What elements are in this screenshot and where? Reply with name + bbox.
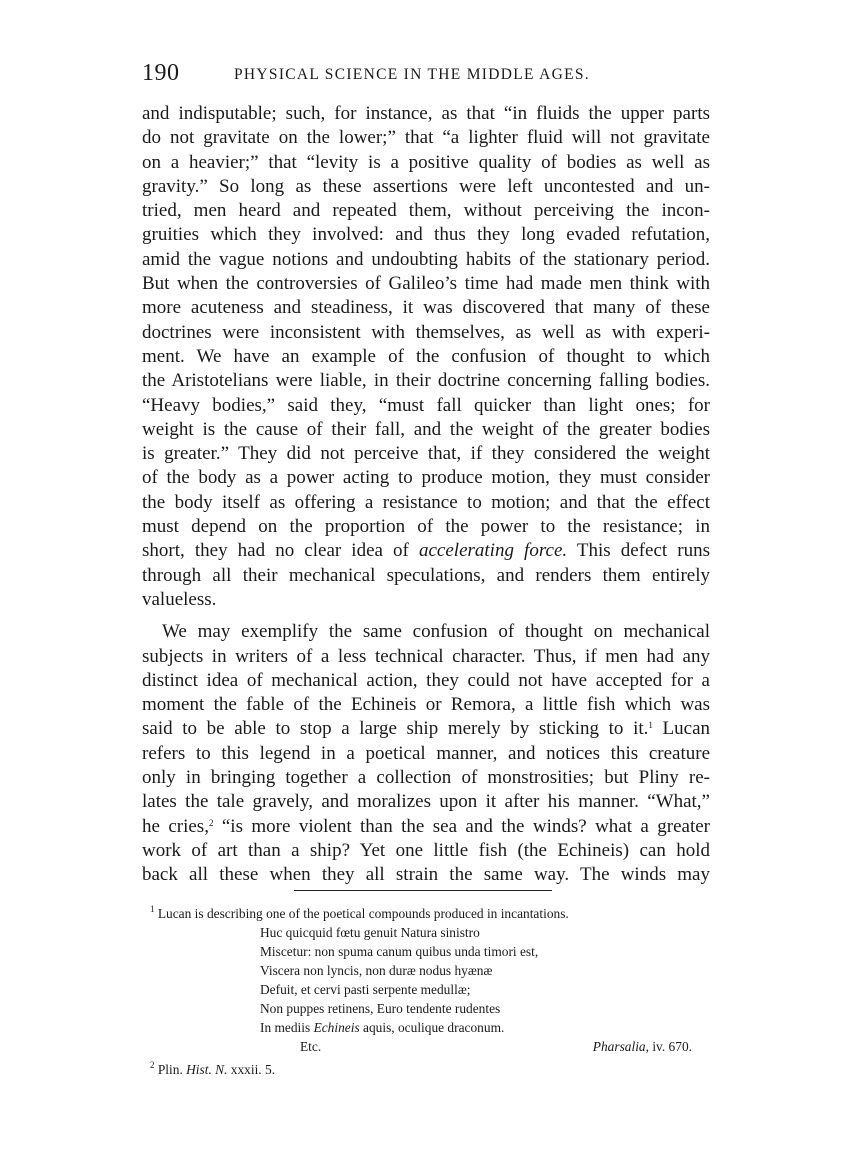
paragraph-2 bbox=[142, 620, 710, 887]
text-segment: said to be able to stop a large ship merely by sticking to it. bbox=[142, 718, 649, 740]
footnote-divider bbox=[294, 890, 552, 891]
citation bbox=[593, 1037, 692, 1056]
text-line-with-italic bbox=[142, 539, 710, 563]
text-line: We may exemplify the same confusion of thought on mechanical bbox=[162, 621, 710, 643]
verse-line: Viscera non lyncis, non duræ nodus hyænæ bbox=[260, 963, 493, 978]
text-segment: xxxii. 5. bbox=[227, 1062, 276, 1077]
text-line: tried, men heard and repeated them, without perceiving the incon- bbox=[142, 200, 710, 222]
text-segment: aquis, oculique draconum. bbox=[359, 1020, 505, 1035]
text-line: back all these when they all strain the same way. The winds may bbox=[142, 864, 710, 886]
footnote-1-text: Lucan is describing one of the poetical compounds produced in incantations. bbox=[157, 906, 569, 921]
verse-line: Huc quicquid fœtu genuit Natura sinistro bbox=[260, 925, 480, 940]
text-line: refers to this legend in a poetical manner, and notices this creature bbox=[142, 742, 710, 764]
verse-etc: Etc. bbox=[300, 1039, 322, 1054]
text-line: gruities which they involved: and thus they long evaded refutation, bbox=[142, 224, 710, 246]
text-line: valueless. bbox=[142, 588, 217, 610]
text-line: must depend on the proportion of the power to the resistance; in bbox=[142, 516, 710, 538]
text-line: gravity.” So long as these assertions were left uncontested and un- bbox=[142, 175, 710, 197]
citation-title: Pharsalia bbox=[592, 1039, 646, 1054]
text-line: subjects in writers of a less technical character. Thus, if men had any bbox=[142, 645, 710, 667]
page-header bbox=[142, 60, 712, 90]
text-segment: “is more violent than the sea and the winds? what a greater bbox=[213, 815, 710, 837]
italic-term: Echineis bbox=[313, 1020, 360, 1035]
text-line: of the body as a power acting to produce motion, they must consider bbox=[142, 467, 710, 489]
text-line: “Heavy bodies,” said they, “must fall quicker than light ones; for bbox=[142, 394, 710, 416]
text-line: the Aristotelians were liable, in their doctrine concerning falling bodies. bbox=[142, 370, 710, 392]
citation-ref: , iv. 670. bbox=[645, 1039, 692, 1054]
verse-citation-row bbox=[142, 1037, 710, 1056]
text-line: on a heavier;” that “levity is a positive quality of bodies as well as bbox=[142, 151, 710, 173]
text-segment: Lucan bbox=[652, 718, 710, 740]
text-line: work of art than a ship? Yet one little fish (the Echineis) can hold bbox=[142, 839, 710, 861]
text-line: doctrines were inconsistent with themselves, as well as with experi- bbox=[142, 321, 710, 343]
text-line: ment. We have an example of the confusion of thought to which bbox=[142, 345, 710, 367]
footnote-2 bbox=[142, 1060, 710, 1079]
footnotes bbox=[142, 904, 710, 1079]
body-text bbox=[142, 102, 710, 888]
text-line: only in bringing together a collection of monstrosities; but Pliny re- bbox=[142, 767, 710, 789]
text-line-with-footnote-ref bbox=[142, 717, 710, 741]
footnote-ref-2[interactable]: 2 bbox=[208, 817, 214, 828]
text-line: amid the vague notions and undoubting habits of the stationary period. bbox=[142, 248, 710, 270]
text-line: and indisputable; such, for instance, as that “in fluids the upper parts bbox=[142, 103, 710, 124]
paragraph-1 bbox=[142, 102, 710, 612]
text-line-with-footnote-ref bbox=[142, 815, 710, 839]
text-line: is greater.” They did not perceive that, if they considered the weight bbox=[142, 443, 710, 465]
text-segment: he cries, bbox=[142, 815, 209, 837]
footnote-ref-1[interactable]: 1 bbox=[648, 720, 653, 731]
text-segment: short, they had no clear idea of bbox=[142, 540, 419, 562]
text-line: distinct idea of mechanical action, they could not have accepted for a bbox=[142, 669, 710, 691]
running-head: PHYSICAL SCIENCE IN THE MIDDLE AGES. bbox=[234, 66, 590, 83]
verse-line: Non puppes retinens, Euro tendente rudentes bbox=[260, 1001, 501, 1016]
text-line: more acuteness and steadiness, it was discovered that many of these bbox=[142, 297, 710, 319]
footnote-1 bbox=[142, 904, 710, 923]
verse-quotation bbox=[142, 923, 710, 1037]
text-line: moment the fable of the Echineis or Remora, a little fish which was bbox=[142, 694, 710, 716]
text-segment: In mediis bbox=[260, 1020, 314, 1035]
text-segment: This defect runs bbox=[567, 540, 711, 562]
italic-term: Hist. N. bbox=[186, 1062, 228, 1077]
footnote-marker-2: 2 bbox=[150, 1060, 155, 1070]
text-line: the body itself as offering a resistance to motion; and that the effect bbox=[142, 491, 710, 513]
text-line: through all their mechanical speculations, and renders them entirely bbox=[142, 564, 710, 586]
page-number: 190 bbox=[142, 60, 180, 86]
text-line: But when the controversies of Galileo’s time had made men think with bbox=[142, 273, 710, 295]
footnote-marker-1: 1 bbox=[150, 904, 155, 914]
text-line: do not gravitate on the lower;” that “a lighter fluid will not gravitate bbox=[142, 127, 710, 149]
verse-line bbox=[260, 1018, 710, 1037]
verse-line: Defuit, et cervi pasti serpente medullæ; bbox=[260, 982, 471, 997]
text-segment: Plin. bbox=[157, 1062, 187, 1077]
italic-term: accelerating force. bbox=[418, 540, 568, 562]
verse-line: Miscetur: non spuma canum quibus unda timori est, bbox=[260, 944, 539, 959]
text-line: weight is the cause of their fall, and the weight of the greater bodies bbox=[142, 418, 710, 440]
text-line: lates the tale gravely, and moralizes upon it after his manner. “What,” bbox=[142, 791, 710, 813]
